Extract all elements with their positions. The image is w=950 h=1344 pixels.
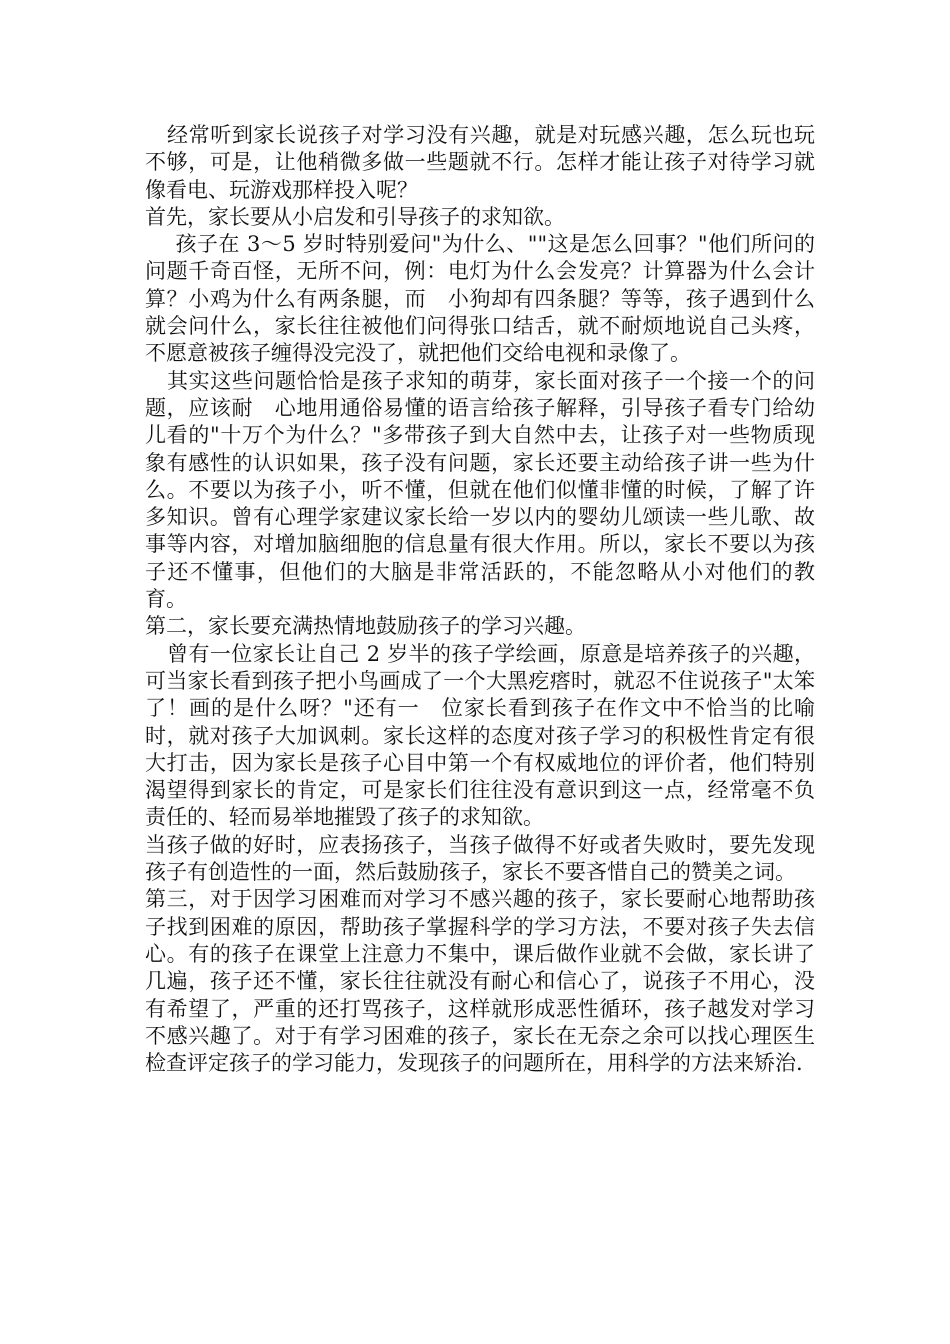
section-heading-third: 第三，对于因学习困难而对学习不感兴趣的孩子，家长要耐心地帮助孩子找到困难的原因，帮助孩子掌握科学的学习方法，不要对孩子失去信心。有的孩子在课堂上注意力不集中，课后做作业就不会做，家长讲了几遍，孩子还不懂，家长往往就没有耐心和信心了，说孩子不用心，没有希望了，严重的还打骂孩子，这样就形成恶性循环，孩子越发对学习不感兴趣了。对于有学习困难的孩子，家长在无奈之余可以找心理医生检查评定孩子的学习能力，发现孩子的问题所在，用科学的方法来矫治. — [145, 887, 815, 1076]
paragraph-encouragement: 曾有一位家长让自己 2 岁半的孩子学绘画，原意是培养孩子的兴趣，可当家长看到孩子把小鸟画成了一个大黑疙瘩时，就忍不住说孩子"太笨了！画的是什么呀？"还有一 位家长看到孩子在作文中不恰当的比喻时，就对孩子大加讽刺。家长这样的态度对孩子学习的积极性肯定有很大打击，因为家长是孩子心目中第一个有权威地位的评价者，他们特别渴望得到家长的肯定，可是家长们往往没有意识到这一点，经常毫不负责任的、轻而易举地摧毁了孩子的求知欲。 — [145, 641, 815, 830]
intro-paragraph: 经常听到家长说孩子对学习没有兴趣，就是对玩感兴趣，怎么玩也玩不够，可是，让他稍微多做一些题就不行。怎样才能让孩子对待学习就像看电、玩游戏那样投入呢？ — [145, 123, 815, 202]
paragraph-curiosity: 孩子在 3～5 岁时特别爱问"为什么、""这是怎么回事？"他们所问的问题千奇百怪，无所不问，例：电灯为什么会发亮？计算器为什么会计算？小鸡为什么有两条腿，而 小狗却有四条腿？等等，孩子遇到什么就会问什么，家长往往被他们问得张口结舌，就不耐烦地说自己头疼，不愿意被孩子缠得没完没了，就把他们交给电视和录像了。 — [145, 232, 815, 366]
paragraph-praise: 当孩子做的好时，应表扬孩子，当孩子做得不好或者失败时，要先发现孩子有创造性的一面，然后鼓励孩子，家长不要吝惜自己的赞美之词。 — [145, 832, 815, 885]
section-heading-second: 第二，家长要充满热情地鼓励孩子的学习兴趣。 — [145, 614, 586, 639]
section-heading-first: 首先，家长要从小启发和引导孩子的求知欲。 — [145, 204, 565, 229]
paragraph-answering-questions: 其实这些问题恰恰是孩子求知的萌芽，家长面对孩子一个接一个的问题，应该耐 心地用通俗易懂的语言给孩子解释，引导孩子看专门给幼儿看的"十万个为什么？"多带孩子到大自然中去，让孩子对一些物质现象有感性的认识如果，孩子没有问题，家长还要主动给孩子讲一些为什么。不要以为孩子小，听不懂，但就在他们似懂非懂的时候，了解了许多知识。曾有心理学家建议家长给一岁以内的婴幼儿颂读一些儿歌、故事等内容，对增加脑细胞的信息量有很大作用。所以，家长不要以为孩子还不懂事，但他们的大脑是非常活跃的，不能忽略从小对他们的教育。 — [145, 368, 815, 612]
document-body — [145, 122, 815, 1077]
